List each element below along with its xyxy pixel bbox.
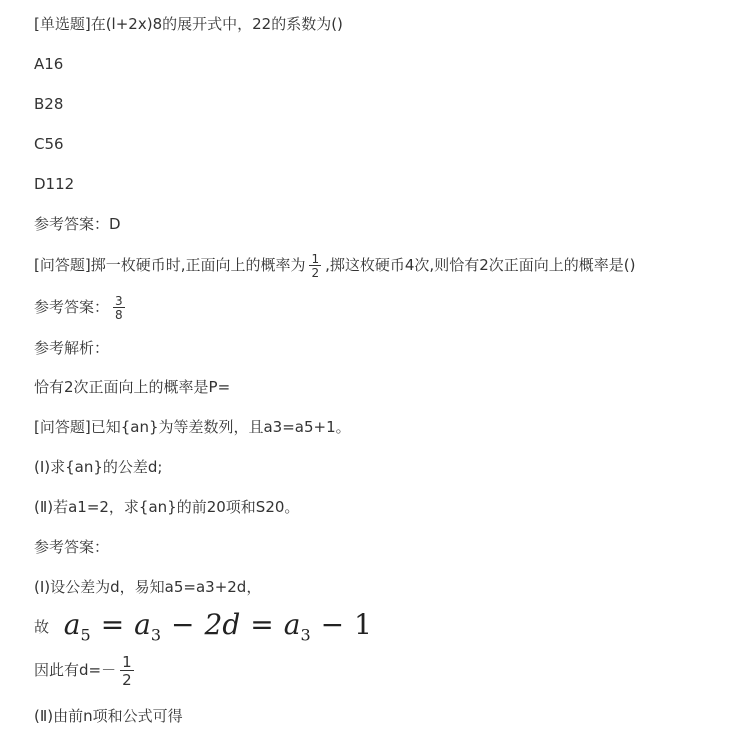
q3-hence-text: 因此有d=－ [34,661,117,679]
q2-answer-label: 参考答案： [34,298,110,316]
q2-answer-fraction [113,295,125,321]
subscript-3: 3 [300,625,311,645]
fraction-numerator: 1 [122,652,132,671]
constant-1: 1 [354,608,372,641]
q1-answer: 参考答案：D [34,215,121,233]
fraction-denominator: 8 [115,307,123,322]
q3-hence [34,652,138,688]
q3-answer-label: 参考答案： [34,538,110,556]
fraction-denominator: 2 [122,670,132,689]
term-2d: 2d [204,608,241,641]
minus-sign: − [171,608,195,641]
q2-probability-fraction [309,253,321,279]
subscript-5: 5 [80,625,91,645]
q1-option-b: B28 [34,95,64,113]
subscript-3: 3 [150,625,162,645]
q1-option-c: C56 [34,135,64,153]
equals-sign: = [100,608,125,641]
fraction-numerator: 3 [115,293,123,308]
var-a: a [283,608,301,641]
q2-answer [34,292,129,322]
q2-stem-after: ,掷这枚硬币4次,则恰有2次正面向上的概率是() [325,256,636,274]
var-a: a [134,608,151,641]
equals-sign: = [250,608,274,641]
q1-option-a: A16 [34,55,64,73]
gu-label: 故 [34,617,50,636]
q2-stem-before: [问答题]掷一枚硬币时,正面向上的概率为 [34,256,306,274]
q2-analysis-label: 参考解析： [34,339,110,357]
var-a: a [63,608,81,641]
fraction-numerator: 1 [311,251,320,266]
q2-stem [34,252,635,279]
fraction-denominator: 2 [311,265,320,280]
equation [63,608,372,645]
q1-stem: [单选题]在(l+2x)8的展开式中，22的系数为() [34,15,343,33]
q1-option-d: D112 [34,175,75,193]
q3-part2: (Ⅱ)若a1=2，求{an}的前20项和S20。 [34,498,300,516]
q3-equation-line [34,608,372,645]
q3-stem: [问答题]已知{an}为等差数列，且a3=a5+1。 [34,418,351,436]
q3-hence-fraction [120,654,134,688]
q2-analysis-text: 恰有2次正面向上的概率是P= [34,378,231,396]
q3-solution1: (Ⅰ)设公差为d，易知a5=a3+2d， [34,578,262,596]
q3-solution2: (Ⅱ)由前n项和公式可得 [34,707,183,725]
minus-sign: − [320,608,345,641]
q3-part1: (Ⅰ)求{an}的公差d; [34,458,163,476]
